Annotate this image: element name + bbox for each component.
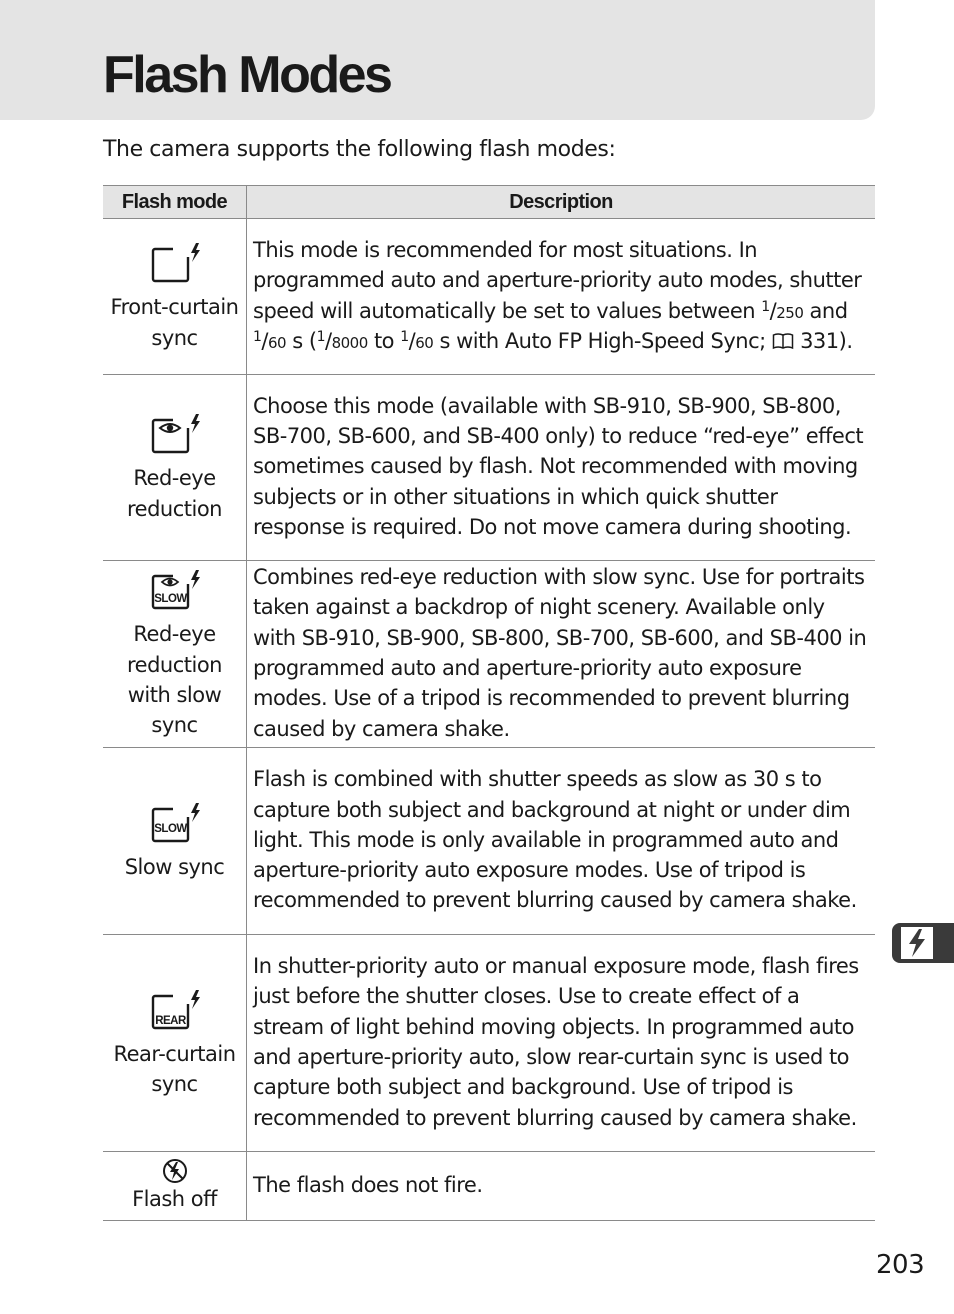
table-row: [103, 561, 875, 748]
svg-text:SLOW: SLOW: [153, 822, 187, 835]
description-cell: Choose this mode (available with SB-910, SB-900, SB-800, SB-700, SB-600, and SB-400 only) to reduce “red-eye” effect sometimes caused by flash. Not recommended with moving subjects or in other situations in which quick shutter response is required. Do not move camera during shooting.: [247, 375, 876, 561]
mode-cell: [103, 219, 247, 375]
mode-label: Red-eye reduction with slow sync: [126, 622, 222, 738]
mode-label: Slow sync: [124, 854, 225, 879]
description-cell: This mode is recommended for most situations. In programmed auto and aperture-priority auto modes, shutter speed will automatically be set to values between $^1$/250 and $^1$/60 s ($^1$/8000 to $^1$/60 s with Auto FP High-Speed Sync; 331).: [247, 219, 876, 375]
header-flash-mode: Flash mode: [103, 186, 247, 219]
description-cell: Combines red-eye reduction with slow sync. Use for portraits taken against a backdrop of night scenery. Available only with SB-910, SB-900, SB-800, SB-700, SB-600, and SB-400 in programmed auto and aperture-priority auto exposure modes. Use of a tripod is recommended to prevent blurring caused by camera shake.: [247, 561, 876, 748]
mode-label: Flash off: [132, 1186, 217, 1211]
rear-curtain-sync-icon: [143, 987, 207, 1033]
table-row: [103, 375, 875, 561]
page-title: Flash Modes: [103, 46, 391, 104]
description-cell: The flash does not fire.: [247, 1152, 876, 1221]
description-cell: In shutter-priority auto or manual exposure mode, flash fires just before the shutter closes. Use to create effect of a stream of light behind moving objects. In programmed auto and aperture-priority auto, slow rear-curtain sync is used to capture both subject and background. Use of tripod is recommended to prevent blurring caused by camera shake.: [247, 935, 876, 1152]
slow-sync-icon: [143, 800, 207, 846]
svg-text:REAR: REAR: [154, 1014, 186, 1027]
flash-icon: [900, 926, 934, 960]
red-eye-slow-sync-icon: [143, 567, 207, 613]
header-description: Description: [247, 186, 876, 219]
flash-off-icon: [162, 1158, 188, 1184]
book-reference-icon: [772, 332, 794, 350]
page-number: 203: [876, 1250, 925, 1280]
mode-cell: [103, 748, 247, 935]
table-header-row: [103, 186, 875, 219]
mode-cell: [103, 561, 247, 748]
table-row: [103, 748, 875, 935]
table-row: [103, 219, 875, 375]
mode-cell: [103, 1152, 247, 1221]
red-eye-reduction-icon: [143, 411, 207, 457]
flash-modes-table: [103, 185, 875, 1221]
mode-label: Rear-curtain sync: [113, 1041, 236, 1096]
mode-label: Red-eye reduction: [126, 466, 222, 521]
svg-text:SLOW: SLOW: [153, 593, 187, 606]
mode-cell: [103, 935, 247, 1152]
mode-cell: [103, 375, 247, 561]
intro-text: The camera supports the following flash modes:: [103, 137, 616, 162]
mode-label: Front-curtain sync: [110, 295, 239, 350]
table-row: [103, 1152, 875, 1221]
chapter-tab: [892, 923, 954, 963]
front-curtain-sync-icon: [143, 240, 207, 286]
description-cell: Flash is combined with shutter speeds as slow as 30 s to capture both subject and background at night or under dim light. This mode is only available in programmed auto and aperture-priority auto exposure modes. Use of tripod is recommended to prevent blurring caused by camera shake.: [247, 748, 876, 935]
table-row: [103, 935, 875, 1152]
